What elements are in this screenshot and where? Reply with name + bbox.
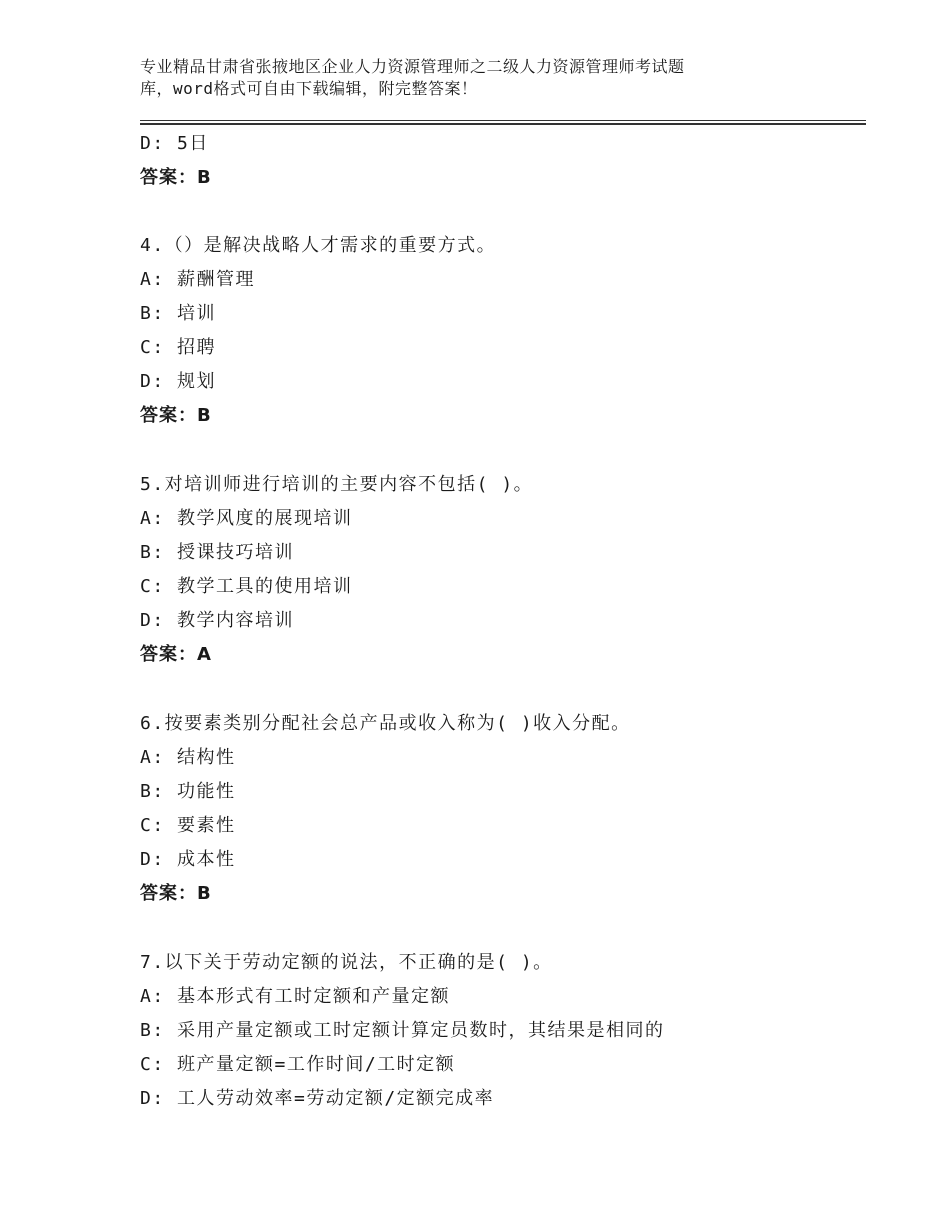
- option-d: D: 成本性: [140, 849, 236, 870]
- answer: 答案：B: [140, 405, 212, 426]
- question-stem: 4.（）是解决战略人才需求的重要方式。: [140, 235, 497, 256]
- option-a: A: 结构性: [140, 747, 236, 768]
- option-a: A: 基本形式有工时定额和产量定额: [140, 986, 451, 1007]
- page-header: [140, 56, 780, 100]
- option-b: B: 采用产量定额或工时定额计算定员数时，其结果是相同的: [140, 1020, 665, 1041]
- option-b: B: 功能性: [140, 781, 236, 802]
- option-d: D: 规划: [140, 371, 217, 392]
- answer: 答案：B: [140, 883, 212, 904]
- option-d: D: 工人劳动效率=劳动定额/定额完成率: [140, 1088, 495, 1109]
- option-c: C: 招聘: [140, 337, 217, 358]
- option-a: A: 教学风度的展现培训: [140, 508, 353, 529]
- question-stem: 7.以下关于劳动定额的说法，不正确的是( )。: [140, 952, 553, 973]
- header-line-2: 库，word格式可自由下载编辑，附完整答案！: [140, 79, 478, 98]
- header-divider: [140, 120, 866, 125]
- option-b: B: 授课技巧培训: [140, 542, 295, 563]
- question-stem: 5.对培训师进行培训的主要内容不包括( )。: [140, 474, 534, 495]
- answer: 答案：A: [140, 644, 212, 665]
- option-c: C: 教学工具的使用培训: [140, 576, 353, 597]
- option-c: C: 班产量定额=工作时间/工时定额: [140, 1054, 456, 1075]
- option-d: D: 教学内容培训: [140, 610, 295, 631]
- option-a: A: 薪酬管理: [140, 269, 256, 290]
- option-b: B: 培训: [140, 303, 217, 324]
- question-stem: 6.按要素类别分配社会总产品或收入称为( )收入分配。: [140, 713, 631, 734]
- answer: 答案：B: [140, 167, 212, 188]
- option-d: D: 5日: [140, 133, 209, 154]
- option-c: C: 要素性: [140, 815, 236, 836]
- header-line-1: 专业精品甘肃省张掖地区企业人力资源管理师之二级人力资源管理师考试题: [140, 57, 685, 76]
